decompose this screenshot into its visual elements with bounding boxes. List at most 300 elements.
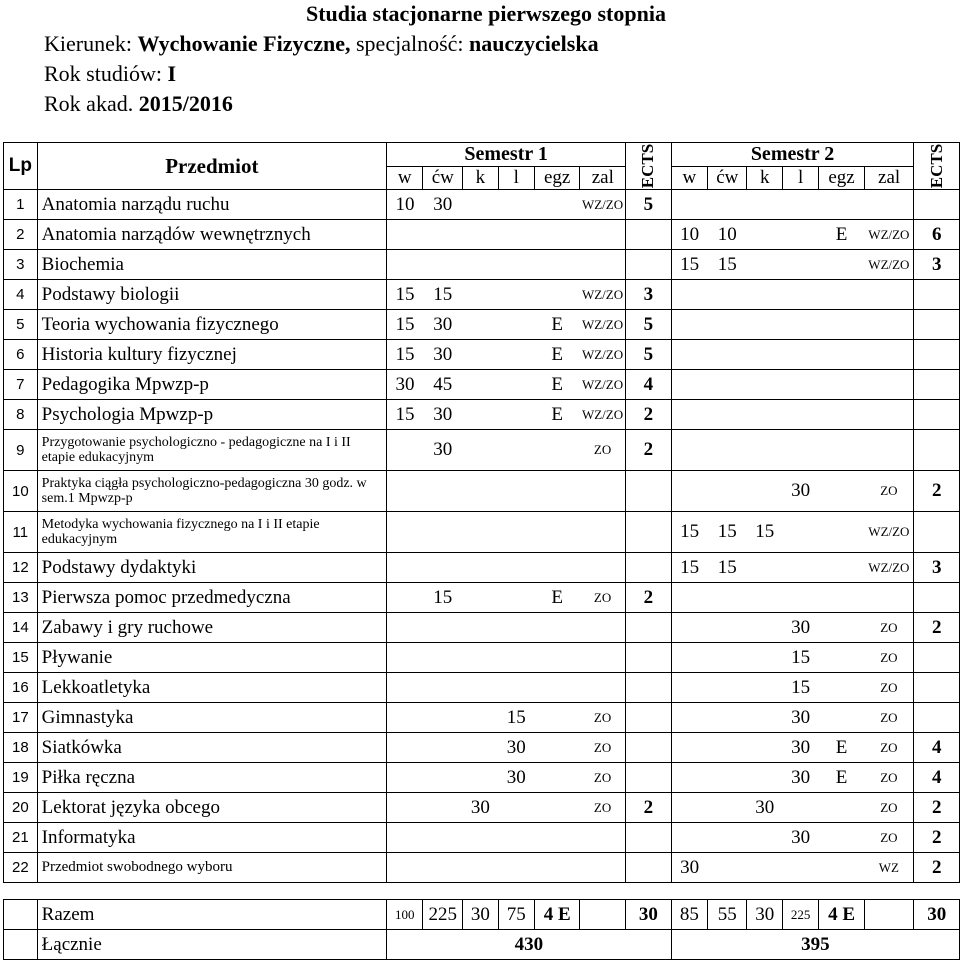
sem2-cell-egz: E <box>819 220 864 250</box>
sem1-cell-egz <box>534 430 579 471</box>
sem2-cell-egz <box>819 673 864 703</box>
sem2-ects: 2 <box>914 471 960 512</box>
sem2-cell-l: 15 <box>782 673 818 703</box>
row-number: 9 <box>4 430 38 471</box>
sem2-cell-l <box>782 370 818 400</box>
row-number: 6 <box>4 340 38 370</box>
sem1-cell-ćw <box>423 553 463 583</box>
subject-name: Przedmiot swobodnego wyboru <box>37 853 386 883</box>
subject-name: Zabawy i gry ruchowe <box>37 613 386 643</box>
sem2-cell-w <box>671 613 707 643</box>
sem2-ects <box>914 190 960 220</box>
study-plan-table <box>3 142 960 960</box>
sem2-ects: 2 <box>914 613 960 643</box>
sem2-cell-k <box>747 553 782 583</box>
row-number: 14 <box>4 613 38 643</box>
sem1-cell-egz <box>534 280 579 310</box>
sem1-cell-w: 15 <box>387 310 423 340</box>
sem2-cell-l: 30 <box>782 763 818 793</box>
sem2-cell-k <box>747 190 782 220</box>
row-number: 5 <box>4 310 38 340</box>
sem2-ects <box>914 310 960 340</box>
sem2-ects: 3 <box>914 553 960 583</box>
subject-name: Anatomia narządów wewnętrznych <box>37 220 386 250</box>
sem2-cell-l: 30 <box>782 733 818 763</box>
sem1-cell-zal: ZO <box>580 703 626 733</box>
sem1-cell-egz <box>534 613 579 643</box>
sem1-cell-egz <box>534 823 579 853</box>
sem2-cell-k <box>747 613 782 643</box>
sem1-cell-ćw: 30 <box>423 190 463 220</box>
sem2-cell-zal <box>864 310 914 340</box>
sem2-cell-l <box>782 280 818 310</box>
sem1-ects <box>626 823 671 853</box>
sem2-cell-k <box>747 370 782 400</box>
subject-name: Piłka ręczna <box>37 763 386 793</box>
sem2-cell-ćw <box>708 583 747 613</box>
sem1-cell-w: 15 <box>387 400 423 430</box>
sem2-cell-egz <box>819 643 864 673</box>
sem1-cell-zal: WZ/ZO <box>580 310 626 340</box>
sem2-cell-k <box>747 823 782 853</box>
rok-studiow-label: Rok studiów: <box>44 61 168 86</box>
sem2-cell-ćw: 15 <box>708 512 747 553</box>
sem2-cell-w <box>671 190 707 220</box>
razem-sem1-w: 100 <box>387 900 423 930</box>
sem2-cell-w <box>671 703 707 733</box>
sem2-cell-zal: ZO <box>864 703 914 733</box>
sem1-cell-egz <box>534 512 579 553</box>
sem1-cell-egz <box>534 763 579 793</box>
sem1-cell-l <box>498 583 534 613</box>
sem1-cell-zal: ZO <box>580 793 626 823</box>
sem1-cell-ćw: 45 <box>423 370 463 400</box>
sem1-cell-zal: ZO <box>580 430 626 471</box>
kierunek-label: Kierunek: <box>44 31 138 56</box>
razem-sem2-zal <box>864 900 914 930</box>
rok-studiow-value: I <box>167 61 177 86</box>
sem1-cell-egz: E <box>534 310 579 340</box>
razem-sem1-ćw: 225 <box>423 900 463 930</box>
table-row <box>4 471 960 512</box>
sem1-cell-w <box>387 643 423 673</box>
sem2-cell-l <box>782 430 818 471</box>
razem-sem2-ects: 30 <box>914 900 960 930</box>
table-row <box>4 763 960 793</box>
sem1-cell-ćw <box>423 703 463 733</box>
subject-name: Teoria wychowania fizycznego <box>37 310 386 340</box>
sem2-cell-l <box>782 583 818 613</box>
sem2-cell-egz <box>819 280 864 310</box>
sem1-cell-l <box>498 613 534 643</box>
sem2-cell-zal: ZO <box>864 823 914 853</box>
table-body <box>4 143 960 960</box>
spacer-cell <box>4 883 960 900</box>
razem-sem1-k: 30 <box>463 900 498 930</box>
sem2-cell-l: 30 <box>782 703 818 733</box>
subject-name: Informatyka <box>37 823 386 853</box>
sem1-cell-zal <box>580 823 626 853</box>
sem1-cell-k <box>463 340 498 370</box>
sem1-cell-l <box>498 793 534 823</box>
sem1-cell-egz <box>534 853 579 883</box>
sem2-cell-w <box>671 673 707 703</box>
sem1-ects <box>626 553 671 583</box>
subject-name: Metodyka wychowania fizycznego na I i II etapie edukacyjnym <box>37 512 386 553</box>
sem1-cell-ćw: 15 <box>423 280 463 310</box>
sem1-cell-k <box>463 703 498 733</box>
table-row <box>4 733 960 763</box>
sem2-cell-w <box>671 763 707 793</box>
row-number: 2 <box>4 220 38 250</box>
sem2-cell-zal: ZO <box>864 613 914 643</box>
sem1-cell-zal <box>580 512 626 553</box>
sem2-cell-ćw <box>708 703 747 733</box>
table-row <box>4 250 960 280</box>
table-row <box>4 643 960 673</box>
sem1-cell-ćw <box>423 643 463 673</box>
sem2-cell-zal: WZ/ZO <box>864 553 914 583</box>
subject-header: Przedmiot <box>37 143 386 190</box>
sem2-ects: 4 <box>914 733 960 763</box>
sem1-cell-l <box>498 340 534 370</box>
sem1-cell-k <box>463 370 498 400</box>
sem2-cell-egz <box>819 471 864 512</box>
sem1-ects <box>626 703 671 733</box>
sem2-cell-ćw <box>708 763 747 793</box>
sem1-cell-l <box>498 853 534 883</box>
sem2-cell-w: 15 <box>671 250 707 280</box>
sem2-cell-ćw <box>708 310 747 340</box>
table-row <box>4 370 960 400</box>
sem2-ects: 4 <box>914 763 960 793</box>
sem2-ects: 6 <box>914 220 960 250</box>
sem2-ects: 3 <box>914 250 960 280</box>
sem2-cell-w: 15 <box>671 553 707 583</box>
sem1-cell-l <box>498 220 534 250</box>
column-header-1-5: zal <box>580 167 626 190</box>
sem2-ects <box>914 583 960 613</box>
table-row <box>4 340 960 370</box>
sem2-cell-zal: ZO <box>864 793 914 823</box>
sem1-cell-w <box>387 471 423 512</box>
column-header-2-2: k <box>747 167 782 190</box>
razem-sem1-zal <box>580 900 626 930</box>
rok-akad-label: Rok akad. <box>44 91 139 116</box>
row-number: 3 <box>4 250 38 280</box>
sem1-cell-w <box>387 430 423 471</box>
sem2-ects <box>914 703 960 733</box>
sem2-cell-w <box>671 733 707 763</box>
sem2-cell-l <box>782 512 818 553</box>
sem1-ects: 4 <box>626 370 671 400</box>
sem1-cell-ćw: 30 <box>423 430 463 471</box>
sem1-cell-ćw: 30 <box>423 340 463 370</box>
sem1-ects <box>626 853 671 883</box>
sem2-cell-l: 15 <box>782 643 818 673</box>
sem2-cell-ćw: 15 <box>708 553 747 583</box>
sem1-cell-k <box>463 250 498 280</box>
sem2-cell-k <box>747 673 782 703</box>
row-number: 1 <box>4 190 38 220</box>
row-number: 15 <box>4 643 38 673</box>
sem1-cell-zal: ZO <box>580 763 626 793</box>
sem2-cell-k <box>747 703 782 733</box>
razem-sem2-l: 225 <box>782 900 818 930</box>
sem2-cell-ćw <box>708 400 747 430</box>
semester-1-header: Semestr 1 <box>387 143 626 167</box>
sem1-ects <box>626 512 671 553</box>
row-number: 13 <box>4 583 38 613</box>
sem2-cell-l <box>782 400 818 430</box>
column-header-1-1: ćw <box>423 167 463 190</box>
sem2-cell-ćw <box>708 613 747 643</box>
sem2-ects: 2 <box>914 793 960 823</box>
sem1-cell-w <box>387 553 423 583</box>
rok-akad-line <box>44 92 233 116</box>
sem2-cell-w <box>671 823 707 853</box>
sem1-ects <box>626 643 671 673</box>
subject-name: Pływanie <box>37 643 386 673</box>
sem1-cell-ćw <box>423 823 463 853</box>
sem1-cell-zal <box>580 250 626 280</box>
sem2-cell-k <box>747 340 782 370</box>
sem1-cell-w <box>387 613 423 643</box>
spacer-row <box>4 883 960 900</box>
sem1-cell-l: 30 <box>498 733 534 763</box>
sem2-cell-k <box>747 280 782 310</box>
sem1-cell-w <box>387 823 423 853</box>
sem1-cell-l <box>498 310 534 340</box>
sem1-cell-zal <box>580 613 626 643</box>
subject-name: Przygotowanie psychologiczno - pedagogiczne na I i II etapie edukacyjnym <box>37 430 386 471</box>
sem1-cell-l <box>498 471 534 512</box>
specjalnosc-label: specjalność: <box>350 31 470 56</box>
column-header-1-0: w <box>387 167 423 190</box>
sem2-cell-k <box>747 471 782 512</box>
sem2-cell-l <box>782 793 818 823</box>
table-row <box>4 823 960 853</box>
sem1-ects <box>626 471 671 512</box>
sem1-cell-l <box>498 370 534 400</box>
sem1-cell-egz <box>534 190 579 220</box>
sem1-cell-ćw <box>423 220 463 250</box>
row-number: 10 <box>4 471 38 512</box>
sem1-cell-egz <box>534 703 579 733</box>
sem2-cell-w <box>671 643 707 673</box>
sem1-ects <box>626 613 671 643</box>
sem2-cell-ćw <box>708 340 747 370</box>
sem1-cell-l: 30 <box>498 763 534 793</box>
sem2-cell-ćw <box>708 190 747 220</box>
row-number: 11 <box>4 512 38 553</box>
sem2-cell-l <box>782 250 818 280</box>
sem1-cell-egz <box>534 250 579 280</box>
table-row <box>4 400 960 430</box>
sem1-cell-w: 10 <box>387 190 423 220</box>
sem1-cell-ćw: 30 <box>423 310 463 340</box>
ects-1-header-text: ECTS <box>638 143 658 189</box>
table-row <box>4 190 960 220</box>
sem1-cell-egz <box>534 643 579 673</box>
sem1-cell-ćw <box>423 763 463 793</box>
subject-name: Psychologia Mpwzp-p <box>37 400 386 430</box>
sem1-cell-l <box>498 400 534 430</box>
sem1-cell-egz: E <box>534 370 579 400</box>
sem2-cell-zal <box>864 430 914 471</box>
sem2-cell-w <box>671 370 707 400</box>
sem1-cell-zal: WZ/ZO <box>580 400 626 430</box>
sem1-cell-k <box>463 733 498 763</box>
sem1-ects: 2 <box>626 400 671 430</box>
sem1-cell-k <box>463 512 498 553</box>
sem2-cell-w: 10 <box>671 220 707 250</box>
sem2-cell-w <box>671 400 707 430</box>
sem2-cell-w <box>671 583 707 613</box>
sem1-ects: 5 <box>626 190 671 220</box>
sem1-ects: 5 <box>626 310 671 340</box>
sem2-cell-ćw <box>708 673 747 703</box>
sem1-cell-w: 15 <box>387 280 423 310</box>
sem1-cell-k <box>463 471 498 512</box>
sem2-cell-egz <box>819 823 864 853</box>
table-row <box>4 673 960 703</box>
sem1-cell-k <box>463 613 498 643</box>
sem2-cell-zal: WZ/ZO <box>864 250 914 280</box>
sem2-cell-egz <box>819 310 864 340</box>
sem1-cell-k <box>463 430 498 471</box>
table-row <box>4 703 960 733</box>
sem2-ects <box>914 400 960 430</box>
subject-name: Lekkoatletyka <box>37 673 386 703</box>
sem2-cell-zal: ZO <box>864 733 914 763</box>
razem-sem2-ćw: 55 <box>708 900 747 930</box>
sem1-cell-k <box>463 280 498 310</box>
sem1-cell-ćw <box>423 613 463 643</box>
subject-name: Lektorat języka obcego <box>37 793 386 823</box>
sem1-cell-zal <box>580 471 626 512</box>
sem1-ects <box>626 220 671 250</box>
sem1-cell-w <box>387 583 423 613</box>
subject-name: Gimnastyka <box>37 703 386 733</box>
sem1-ects: 2 <box>626 583 671 613</box>
sem2-cell-egz: E <box>819 763 864 793</box>
sem1-cell-w <box>387 220 423 250</box>
sem1-cell-k <box>463 220 498 250</box>
sem1-cell-zal <box>580 220 626 250</box>
sem2-cell-ćw: 15 <box>708 250 747 280</box>
sem2-cell-ćw <box>708 280 747 310</box>
column-header-2-1: ćw <box>708 167 747 190</box>
sem2-cell-egz <box>819 512 864 553</box>
sem1-cell-k: 30 <box>463 793 498 823</box>
sem2-cell-zal: WZ/ZO <box>864 512 914 553</box>
sem2-cell-egz <box>819 703 864 733</box>
sem2-ects <box>914 512 960 553</box>
sem2-cell-ćw <box>708 823 747 853</box>
lacznie-sem1-total: 430 <box>387 930 672 960</box>
sem2-ects: 2 <box>914 853 960 883</box>
lacznie-sem2-total: 395 <box>671 930 959 960</box>
razem-label: Razem <box>37 900 386 930</box>
sem1-cell-zal: WZ/ZO <box>580 280 626 310</box>
ects-1-header <box>626 143 671 190</box>
sem2-cell-l <box>782 220 818 250</box>
sem1-cell-ćw <box>423 853 463 883</box>
sem2-cell-egz <box>819 400 864 430</box>
table-row <box>4 793 960 823</box>
sem2-cell-w <box>671 430 707 471</box>
sem1-cell-w: 30 <box>387 370 423 400</box>
sem2-cell-w <box>671 471 707 512</box>
sem2-cell-zal: ZO <box>864 763 914 793</box>
sem1-ects <box>626 673 671 703</box>
sem1-cell-l <box>498 512 534 553</box>
column-header-1-4: egz <box>534 167 579 190</box>
sem2-cell-zal: WZ/ZO <box>864 220 914 250</box>
sem2-cell-zal: ZO <box>864 471 914 512</box>
sem1-cell-zal <box>580 853 626 883</box>
row-number: 7 <box>4 370 38 400</box>
row-number: 22 <box>4 853 38 883</box>
sem1-cell-ćw <box>423 793 463 823</box>
sem1-cell-k <box>463 763 498 793</box>
sem1-cell-k <box>463 643 498 673</box>
sem1-cell-ćw <box>423 733 463 763</box>
sem1-cell-w <box>387 793 423 823</box>
sem2-cell-k <box>747 853 782 883</box>
column-header-2-3: l <box>782 167 818 190</box>
sem1-cell-egz <box>534 793 579 823</box>
sem2-cell-zal <box>864 370 914 400</box>
sem2-cell-k <box>747 733 782 763</box>
subject-name: Podstawy biologii <box>37 280 386 310</box>
sem2-ects <box>914 340 960 370</box>
sem1-cell-l: 15 <box>498 703 534 733</box>
subject-name: Podstawy dydaktyki <box>37 553 386 583</box>
sem2-ects <box>914 280 960 310</box>
column-header-1-2: k <box>463 167 498 190</box>
specjalnosc-value: nauczycielska <box>469 31 599 56</box>
sem1-cell-w <box>387 763 423 793</box>
table-row <box>4 220 960 250</box>
sem2-cell-k: 15 <box>747 512 782 553</box>
sem1-cell-k <box>463 190 498 220</box>
table-row <box>4 553 960 583</box>
sem2-cell-k <box>747 430 782 471</box>
sem1-cell-w <box>387 673 423 703</box>
razem-sem1-egz: 4 E <box>534 900 579 930</box>
sem1-cell-zal <box>580 673 626 703</box>
subject-name: Pedagogika Mpwzp-p <box>37 370 386 400</box>
subject-name: Biochemia <box>37 250 386 280</box>
sem2-cell-egz <box>819 583 864 613</box>
sem1-cell-l <box>498 673 534 703</box>
sem2-ects: 2 <box>914 823 960 853</box>
row-number: 18 <box>4 733 38 763</box>
sem2-cell-egz <box>819 430 864 471</box>
ects-2-header-text: ECTS <box>926 143 946 189</box>
sem1-cell-l <box>498 553 534 583</box>
sem2-cell-egz <box>819 250 864 280</box>
row-number: 12 <box>4 553 38 583</box>
sem1-cell-egz <box>534 553 579 583</box>
sem1-cell-k <box>463 853 498 883</box>
sem2-cell-l <box>782 190 818 220</box>
sem1-cell-ćw <box>423 673 463 703</box>
sem2-cell-k: 30 <box>747 793 782 823</box>
sem2-cell-egz <box>819 553 864 583</box>
